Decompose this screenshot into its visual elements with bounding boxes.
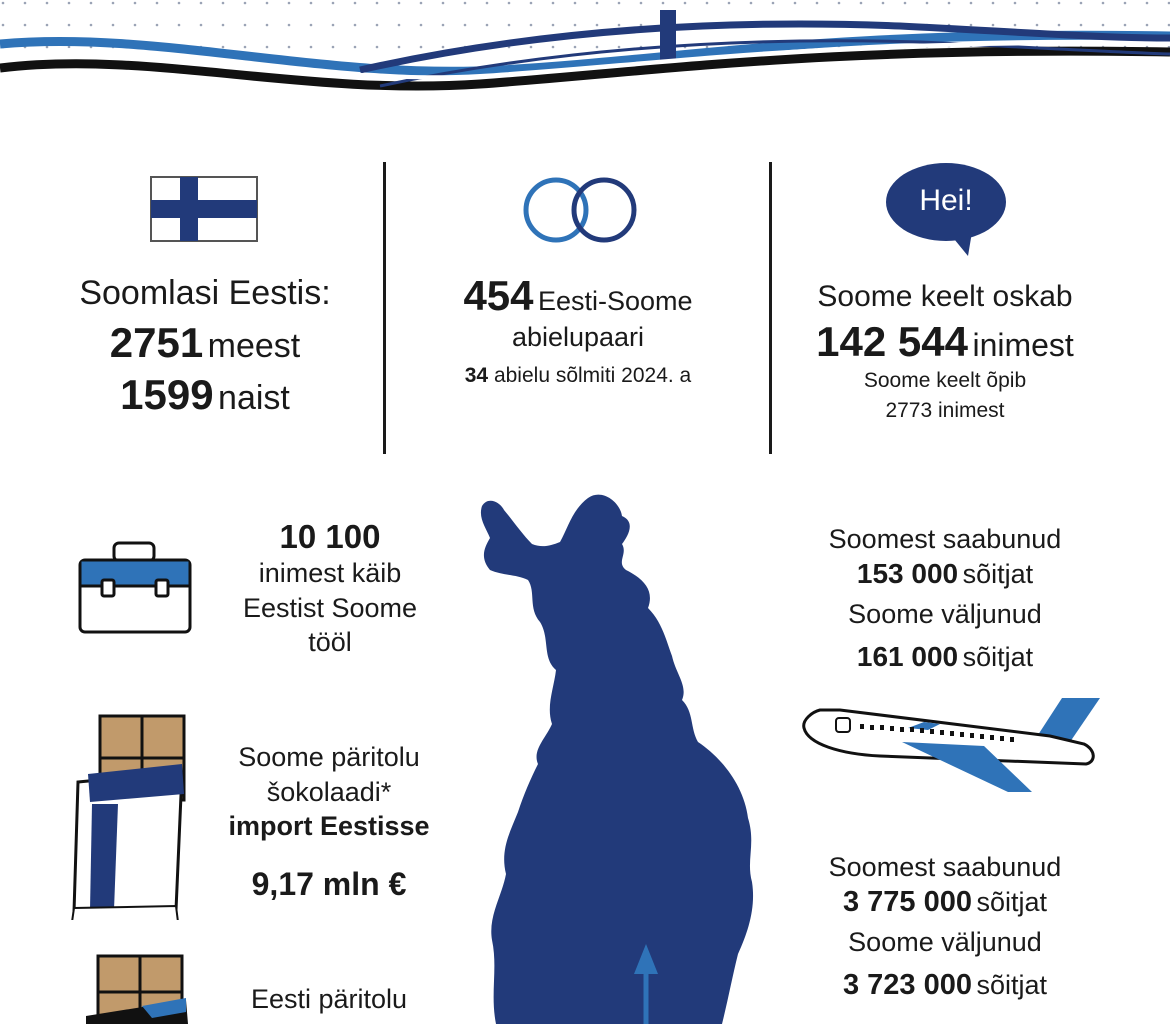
finns-in-estonia-stat [40, 272, 370, 420]
women-count: 1599 [120, 371, 214, 418]
chocolate-bar-icon [82, 952, 192, 1024]
work-line-1: inimest käib [258, 558, 402, 588]
language-count: 142 544 [816, 318, 968, 366]
marriages-label-1: Eesti-Soome [537, 286, 693, 316]
work-line-3: tööl [308, 627, 352, 658]
sea-arrived-unit: sõitjat [976, 886, 1047, 917]
sea-arrived-count: 3 775 000 [842, 885, 972, 918]
airplane-icon [800, 696, 1106, 796]
marriages-label-2: abielupaari [511, 322, 645, 352]
chocolate-import-line-1: Soome päritolu [238, 742, 420, 772]
sea-departed-count: 3 723 000 [842, 968, 972, 1001]
finland-map-icon [476, 488, 766, 1024]
chocolate-import-line-2: šokolaadi* [266, 776, 392, 807]
language-sub-1: Soome keelt õpib [863, 369, 1027, 393]
chocolate-import-line-3: import Eestisse [228, 811, 430, 842]
air-arrived-label: Soomest saabunud [828, 524, 1062, 554]
women-label: naist [218, 379, 290, 417]
language-count-label: inimest [972, 327, 1074, 364]
marriages-sub-text: abielu sõlmiti 2024. a [493, 363, 692, 387]
marriages-sub-count: 34 [464, 363, 489, 387]
marriages-stat [400, 272, 756, 390]
language-stat [780, 278, 1110, 425]
work-line-2: Eestist Soome [242, 592, 418, 623]
chocolate-export-line-1: Eesti päritolu [250, 984, 408, 1014]
air-arrived-unit: sõitjat [962, 558, 1034, 589]
chocolate-import-value: 9,17 mln € [251, 865, 407, 902]
air-arrived-count: 153 000 [856, 557, 959, 589]
sea-departed-label: Soome väljunud [848, 927, 1042, 958]
sea-departed-unit: sõitjat [976, 969, 1047, 1000]
work-count: 10 100 [279, 518, 381, 555]
bubble-text: Hei! [919, 184, 973, 217]
chocolate-bar-icon [70, 712, 190, 920]
column-divider [769, 162, 772, 454]
air-departed-unit: sõitjat [962, 641, 1034, 672]
sea-travel-stat [790, 850, 1100, 1002]
sea-arrived-label: Soomest saabunud [828, 852, 1062, 882]
column-divider [383, 162, 386, 454]
briefcase-icon [76, 540, 194, 636]
air-departed-label: Soome väljunud [848, 599, 1042, 630]
wedding-rings-icon [518, 175, 642, 245]
header-wave-banner [0, 0, 1170, 110]
air-departed-count: 161 000 [856, 640, 959, 672]
marriages-count: 454 [463, 272, 534, 319]
finnish-flag-icon [150, 176, 260, 242]
language-sub-2: 2773 inimest [885, 398, 1005, 422]
men-count: 2751 [109, 318, 204, 366]
chocolate-export-stat [200, 982, 458, 1017]
work-stat [215, 518, 445, 660]
men-label: meest [207, 326, 301, 365]
air-travel-stat [790, 522, 1100, 674]
chocolate-import-stat [200, 740, 458, 903]
language-label: Soome keelt oskab [817, 280, 1073, 313]
finns-label: Soomlasi Eestis: [79, 274, 331, 312]
